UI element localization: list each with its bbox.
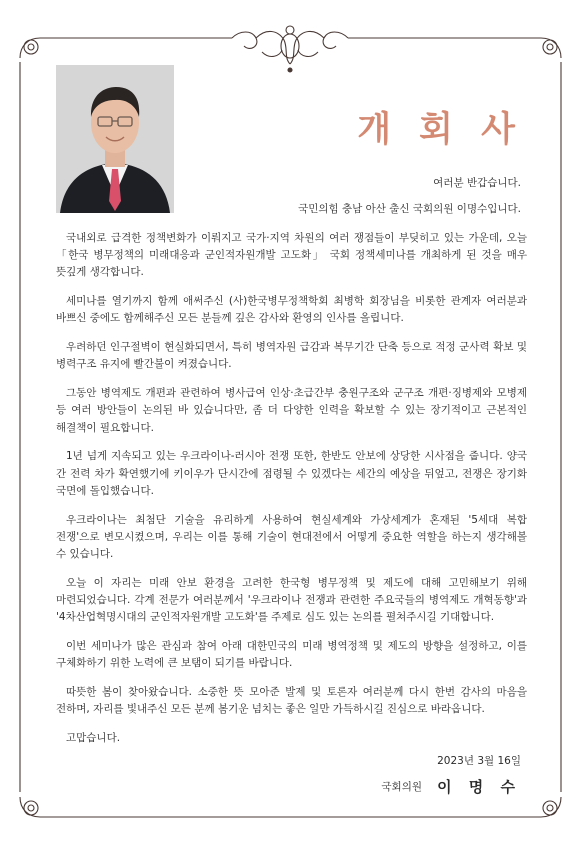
- signer-role: 국회의원: [381, 781, 422, 793]
- signer-name: 이 명 수: [437, 778, 521, 796]
- greeting: 여러분 반갑습니다.: [433, 177, 521, 189]
- paragraph: 우려하던 인구절벽이 현실화되면서, 특히 병역자원 급감과 복무기간 단축 등으로 적정 군사력 확보 및 병력구조 유지에 빨간불이 켜졌습니다.: [56, 341, 527, 371]
- paragraph: 1년 넘게 지속되고 있는 우크라이나-러시아 전쟁 또한, 한반도 안보에 상당한 시사점을 줍니다. 양국 간 전력 차가 확연했기에 키이우가 단시간에 점령될 수 있겠다는 세간의 예상을 뒤엎고, 전쟁은 장기화 국면에 돌입했습니다.: [56, 450, 527, 497]
- paragraph: 세미나를 열기까지 함께 애써주신 (사)한국병무정책학회 최병학 회장님을 비롯한 관계자 여러분과 바쁘신 중에도 함께해주신 모든 분들께 깊은 감사와 환영의 인사를 올립니다.: [56, 295, 527, 325]
- closing-thanks: 고맙습니다.: [66, 732, 121, 745]
- signature-block: [381, 776, 521, 797]
- portrait-photo: [56, 65, 174, 213]
- speech-body: [56, 230, 527, 759]
- paragraph: 그동안 병역제도 개편과 관련하여 병사급여 인상·초급간부 충원구조와 군구조 개편·징병제와 모병제 등 여러 방안들이 논의된 바 있습니다만, 좀 더 다양한 인력을 확보할 수 있는 장기적이고 근본적인 해결책이 필요합니다.: [56, 387, 527, 434]
- date: 2023년 3월 16일: [437, 755, 521, 767]
- paragraph: 따뜻한 봄이 찾아왔습니다. 소중한 뜻 모아준 발제 및 토론자 여러분께 다시 한번 감사의 마음을 전하며, 자리를 빛내주신 모든 분께 봄기운 넘치는 좋은 일만 가득하시길 진심으로 바라옵니다.: [56, 686, 527, 716]
- paragraph: 오늘 이 자리는 미래 안보 환경을 고려한 한국형 병무정책 및 제도에 대해 고민해보기 위해 마련되었습니다. 각계 전문가 여러분께서 '우크라이나 전쟁과 관련한 주요국들의 병역제도 개혁동향'과 '4차산업혁명시대의 군인적자원개발 고도화'를 주제로 심도 있는 논의를 펼쳐주시길 기대합니다.: [56, 576, 527, 624]
- intro-line: 국민의힘 충남 아산 출신 국회의원 이명수입니다.: [298, 203, 521, 215]
- paragraph: 국내외로 급격한 정책변화가 이뤄지고 국가·지역 차원의 여러 쟁점들이 부딪히고 있는 가운데, 오늘 「한국 병무정책의 미래대응과 군인적자원개발 고도화」 국회 정책세미나를 개최하게 된 것을 매우 뜻깊게 생각합니다.: [56, 232, 527, 279]
- paragraph: 이번 세미나가 많은 관심과 참여 아래 대한민국의 미래 병역정책 및 제도의 방향을 설정하고, 이를 구체화하기 위한 노력에 큰 보탬이 되기를 바랍니다.: [56, 640, 527, 670]
- paragraph: 우크라이나는 최첨단 기술을 유리하게 사용하여 현실세계와 가상세계가 혼재된 '5세대 복합 전쟁'으로 변모시켰으며, 우리는 이를 통해 기술이 현대전에서 어떻게 중요한 역할을 하는지 생각해볼 수 있습니다.: [56, 513, 527, 561]
- page-title: 개 회 사: [357, 110, 523, 150]
